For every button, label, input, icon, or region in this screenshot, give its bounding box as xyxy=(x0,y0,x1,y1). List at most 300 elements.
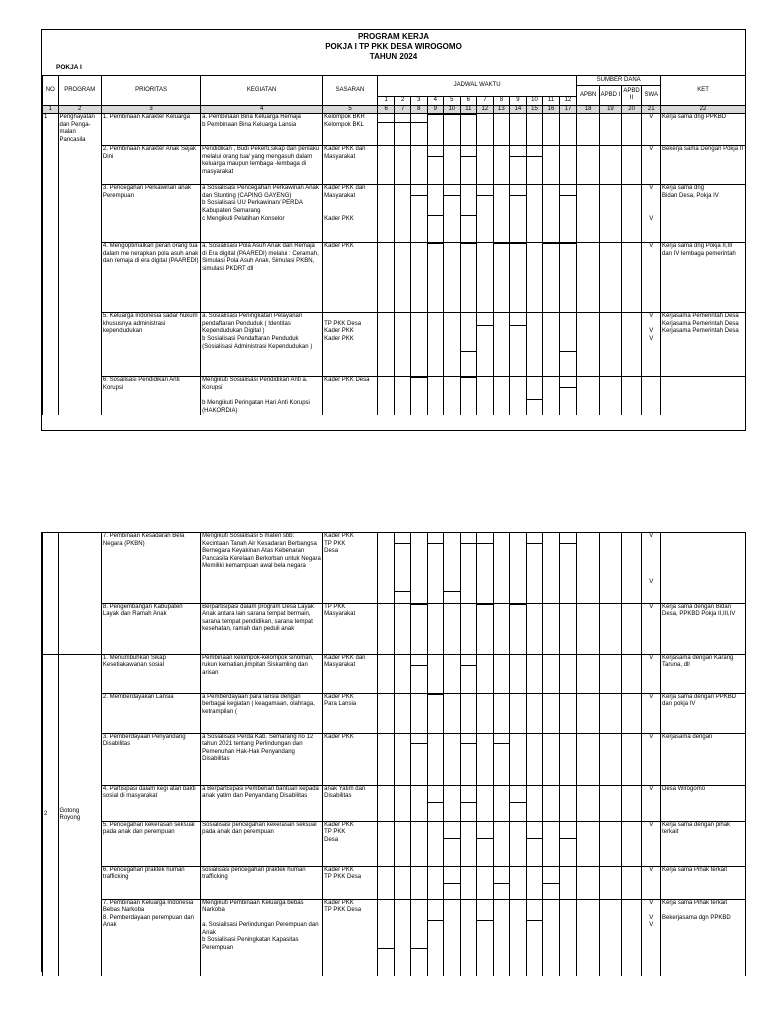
schedule-cell xyxy=(477,733,494,785)
schedule-cell xyxy=(559,114,577,146)
swa-cell: V xyxy=(642,603,661,654)
col-kegiatan: KEGIATAN xyxy=(201,76,323,106)
schedule-cell xyxy=(526,733,543,785)
sasaran-cell: Kader PKK TP PKK Desa xyxy=(323,899,378,976)
schedule-mark xyxy=(527,838,543,839)
schedule-cell xyxy=(543,185,560,243)
schedule-mark xyxy=(428,802,444,803)
schedule-cell xyxy=(444,313,461,377)
schedule-cell xyxy=(559,243,577,313)
schedule-mark xyxy=(411,122,427,123)
schedule-mark xyxy=(560,195,577,196)
apbn-cell xyxy=(577,603,600,654)
schedule-cell xyxy=(460,243,477,313)
schedule-cell xyxy=(460,603,477,654)
apbd1-cell xyxy=(600,533,622,603)
sasaran-cell: anak Yatim dan Disabilitas xyxy=(323,785,378,821)
apbn-cell xyxy=(577,533,600,603)
apbd2-cell xyxy=(621,146,642,185)
schedule-cell xyxy=(377,185,395,243)
program-name: Penghayatan dan Penga-malan Pancasila xyxy=(58,114,101,415)
prioritas-cell: 4. Partisipasi dalam kegi atan bakti sosial di masyarakat xyxy=(101,785,200,821)
schedule-cell xyxy=(444,603,461,654)
apbd2-cell xyxy=(621,733,642,785)
schedule-cell xyxy=(395,533,411,603)
col-jadwal: JADWAL WAKTU xyxy=(377,76,576,97)
schedule-cell xyxy=(460,821,477,866)
schedule-cell xyxy=(427,146,444,185)
column-number: 14 xyxy=(510,105,527,114)
schedule-cell xyxy=(510,821,527,866)
schedule-cell xyxy=(526,146,543,185)
schedule-mark xyxy=(527,920,543,921)
schedule-mark xyxy=(411,604,427,605)
program-row xyxy=(43,185,746,243)
schedule-mark xyxy=(428,156,444,157)
schedule-mark xyxy=(461,215,477,216)
sasaran-cell: Kader PKK TP PKK Desa xyxy=(323,866,378,899)
schedule-cell xyxy=(410,866,427,899)
prioritas-cell: 7. Pembinaan Keluarga Indonesia Bebas Narkoba 8. Pemberdayaan perempuan dan Anak xyxy=(101,899,200,976)
schedule-cell xyxy=(427,185,444,243)
schedule-mark xyxy=(477,838,493,839)
schedule-cell xyxy=(510,866,527,899)
schedule-cell xyxy=(543,821,560,866)
schedule-cell xyxy=(559,185,577,243)
schedule-cell xyxy=(427,243,444,313)
ket-cell: Kerja sama dengan PPKBD dan pokja IV xyxy=(661,693,746,733)
schedule-cell xyxy=(410,821,427,866)
schedule-cell xyxy=(395,377,411,415)
schedule-cell xyxy=(510,603,527,654)
schedule-cell xyxy=(543,866,560,899)
month-header: 11 xyxy=(543,97,560,106)
schedule-mark xyxy=(444,114,460,115)
schedule-cell xyxy=(493,693,510,733)
program-row xyxy=(43,899,746,976)
schedule-cell xyxy=(477,377,494,415)
swa-cell: V xyxy=(642,654,661,693)
schedule-cell xyxy=(543,603,560,654)
schedule-cell xyxy=(477,654,494,693)
schedule-cell xyxy=(395,313,411,377)
schedule-cell xyxy=(510,114,527,146)
col-no: NO xyxy=(43,76,59,106)
schedule-mark xyxy=(395,122,410,123)
schedule-mark xyxy=(461,543,477,544)
program-row xyxy=(43,821,746,866)
program-row xyxy=(43,533,746,603)
apbd2-cell xyxy=(621,533,642,603)
prioritas-cell: 5. Pencegahan kekerasan seksual pada anak dan perempuan xyxy=(101,821,200,866)
apbd1-cell xyxy=(600,146,622,185)
schedule-cell xyxy=(377,146,395,185)
schedule-cell xyxy=(477,114,494,146)
schedule-cell xyxy=(559,603,577,654)
sasaran-cell: Kader PKK xyxy=(323,243,378,313)
prioritas-cell: 5. Keluarga Indonesia sadar hukum khususnya administrasi kependudukan xyxy=(101,313,200,377)
col-prioritas: PRIORITAS xyxy=(101,76,200,106)
schedule-cell xyxy=(493,733,510,785)
prioritas-cell: 3. Pencegahan Perkawinan anak Perempuan xyxy=(101,185,200,243)
schedule-cell xyxy=(526,313,543,377)
schedule-mark xyxy=(444,195,460,196)
doc-year: TAHUN 2024 xyxy=(369,52,418,61)
schedule-mark xyxy=(494,883,510,884)
schedule-cell xyxy=(493,114,510,146)
program-row xyxy=(43,785,746,821)
schedule-cell xyxy=(493,899,510,976)
column-number: 7 xyxy=(395,105,411,114)
apbd2-cell xyxy=(621,243,642,313)
schedule-cell xyxy=(510,185,527,243)
schedule-mark xyxy=(510,156,526,157)
apbd1-cell xyxy=(600,899,622,976)
month-header: 7 xyxy=(477,97,494,106)
program-row xyxy=(43,603,746,654)
schedule-mark xyxy=(527,399,543,400)
schedule-cell xyxy=(460,377,477,415)
schedule-cell xyxy=(444,243,461,313)
schedule-cell xyxy=(526,114,543,146)
schedule-cell xyxy=(510,654,527,693)
month-header: 5 xyxy=(444,97,461,106)
schedule-cell xyxy=(477,866,494,899)
schedule-mark xyxy=(477,195,493,196)
schedule-mark xyxy=(527,543,543,544)
schedule-cell xyxy=(493,654,510,693)
column-number: 12 xyxy=(477,105,494,114)
schedule-cell xyxy=(395,114,411,146)
apbn-cell xyxy=(577,243,600,313)
schedule-cell xyxy=(477,821,494,866)
month-header: 8 xyxy=(493,97,510,106)
schedule-cell xyxy=(559,377,577,415)
program-name xyxy=(58,533,101,654)
sasaran-cell: Kader PKK TP PKK Desa xyxy=(323,821,378,866)
apbd1-cell xyxy=(600,114,622,146)
schedule-mark xyxy=(461,351,477,352)
program-table-page-1 xyxy=(41,29,746,431)
ket-cell: Bekerja sama Dengan Pokja II xyxy=(661,146,746,185)
schedule-mark xyxy=(444,883,460,884)
schedule-mark xyxy=(395,591,410,592)
schedule-cell xyxy=(377,533,395,603)
schedule-cell xyxy=(395,603,411,654)
sasaran-cell: Kader PKK dan Masyarakat xyxy=(323,654,378,693)
ket-cell: Kerja sama dengan pihak terkait xyxy=(661,821,746,866)
column-number: 20 xyxy=(621,105,642,114)
schedule-mark xyxy=(560,387,577,388)
schedule-mark xyxy=(428,114,444,115)
program-row xyxy=(43,377,746,415)
row-number: 1 xyxy=(43,114,59,415)
program-row xyxy=(43,114,746,146)
ket-cell: Kerja sama Pihak terkait xyxy=(661,866,746,899)
schedule-cell xyxy=(395,866,411,899)
schedule-cell xyxy=(395,693,411,733)
schedule-mark xyxy=(428,243,444,244)
schedule-mark xyxy=(494,743,510,744)
schedule-cell xyxy=(444,693,461,733)
schedule-cell xyxy=(543,243,560,313)
schedule-cell xyxy=(444,899,461,976)
prioritas-cell: 1. Menumbuhkan Sikap Kesetiakawanan sosial xyxy=(101,654,200,693)
schedule-cell xyxy=(510,146,527,185)
schedule-cell xyxy=(444,114,461,146)
sasaran-cell: TP PKK Masyarakat xyxy=(323,603,378,654)
ket-cell: Kerja sama dengan Bidan Desa, PPKBD Pokja II,III,IV xyxy=(661,603,746,654)
schedule-mark xyxy=(527,156,543,157)
column-number: 8 xyxy=(410,105,427,114)
col-program: PROGRAM xyxy=(58,76,101,106)
swa-cell: V xyxy=(642,146,661,185)
schedule-cell xyxy=(460,785,477,821)
col-sasaran: SASARAN xyxy=(323,76,378,106)
schedule-cell xyxy=(559,654,577,693)
schedule-cell xyxy=(377,899,395,976)
schedule-cell xyxy=(410,733,427,785)
column-number: 11 xyxy=(460,105,477,114)
schedule-cell xyxy=(444,654,461,693)
schedule-mark xyxy=(411,195,427,196)
schedule-mark xyxy=(411,377,427,378)
schedule-cell xyxy=(460,533,477,603)
apbd2-cell xyxy=(621,785,642,821)
schedule-cell xyxy=(460,146,477,185)
column-number: 17 xyxy=(559,105,577,114)
apbn-cell xyxy=(577,899,600,976)
apbd2-cell xyxy=(621,654,642,693)
schedule-cell xyxy=(427,533,444,603)
column-number: 15 xyxy=(526,105,543,114)
schedule-mark xyxy=(428,694,444,695)
apbd1-cell xyxy=(600,785,622,821)
apbd1-cell xyxy=(600,654,622,693)
schedule-mark xyxy=(560,243,577,244)
schedule-cell xyxy=(559,733,577,785)
schedule-cell xyxy=(444,185,461,243)
kegiatan-cell: Mengikuti Sosialisasi Pendidikan Anti a. Korupsi b Mengikuti Peringatan Hari Anti Korupsi (HAKORDIA) xyxy=(201,377,323,415)
schedule-mark xyxy=(461,243,477,244)
kegiatan-cell: Pendidikan , Budi Pekerti,sikap dan perilaku melalui orang tua/ yang mengasuh dalam keluarga maupun lembaga -lembaga di masyarakat xyxy=(201,146,323,185)
program-row xyxy=(43,313,746,377)
schedule-mark xyxy=(461,665,477,666)
schedule-cell xyxy=(427,899,444,976)
schedule-cell xyxy=(493,785,510,821)
schedule-cell xyxy=(477,899,494,976)
schedule-cell xyxy=(510,313,527,377)
schedule-cell xyxy=(493,377,510,415)
swa-cell: V V V xyxy=(642,899,661,976)
schedule-cell xyxy=(395,243,411,313)
column-number: 5 xyxy=(323,105,378,114)
ket-cell: Kerja sama dng Pokja II,III dan IV lembaga pemerintah xyxy=(661,243,746,313)
schedule-cell xyxy=(477,146,494,185)
schedule-cell xyxy=(559,313,577,377)
apbd1-cell xyxy=(600,185,622,243)
apbn-cell xyxy=(577,377,600,415)
program-row xyxy=(43,243,746,313)
column-number: 2 xyxy=(58,105,101,114)
col-apbn: APBN xyxy=(577,86,600,106)
schedule-cell xyxy=(460,866,477,899)
schedule-cell xyxy=(427,114,444,146)
prioritas-cell: 6. Pencegahan praktek human trafficking xyxy=(101,866,200,899)
kegiatan-cell: Mengikuti Sosialisasi 5 materi sbb: Kecintaan Tanah Air Kesadaran Berbangsa Bernegara Keyakinan Atas Kebenaran Pancasila Kerelaan Berkorban untuk Negara Memiliki kemampuan awal bela negara xyxy=(201,533,323,603)
column-number: 13 xyxy=(493,105,510,114)
schedule-mark xyxy=(477,604,493,605)
doc-title: PROGRAM KERJA xyxy=(357,32,430,41)
apbd2-cell xyxy=(621,114,642,146)
ket-cell xyxy=(661,377,746,415)
month-header: 4 xyxy=(427,97,444,106)
schedule-cell xyxy=(526,821,543,866)
column-number: 4 xyxy=(201,105,323,114)
schedule-cell xyxy=(410,313,427,377)
schedule-mark xyxy=(428,920,444,921)
schedule-cell xyxy=(559,866,577,899)
schedule-cell xyxy=(410,899,427,976)
apbn-cell xyxy=(577,693,600,733)
sasaran-cell: Kader PKK Desa xyxy=(323,377,378,415)
schedule-cell xyxy=(477,313,494,377)
schedule-cell xyxy=(460,693,477,733)
swa-cell: V V V xyxy=(642,313,661,377)
sasaran-cell: Kelompok BKR Kelompok BKL xyxy=(323,114,378,146)
apbn-cell xyxy=(577,114,600,146)
sasaran-cell: Kader PKK dan Masyarakat Kader PKK xyxy=(323,185,378,243)
schedule-cell xyxy=(427,785,444,821)
schedule-cell xyxy=(460,654,477,693)
schedule-mark xyxy=(477,543,493,544)
schedule-cell xyxy=(526,866,543,899)
prioritas-cell: 2. Memberdayakan Lansia xyxy=(101,693,200,733)
prioritas-cell: 2. Pembinaan Karakter Anak Sejak Dini xyxy=(101,146,200,185)
month-header: 12 xyxy=(559,97,577,106)
schedule-cell xyxy=(510,693,527,733)
program-table-page-2 xyxy=(41,532,746,972)
kegiatan-cell: a. Sosialisasi Peningkatan Pelayanan pendaftaran Penduduk ( Identitas Kependudukan Digital ) b Sosialisasi Pendaftaran Penduduk (Sosialisasi Administrasi Kependudukan ) xyxy=(201,313,323,377)
schedule-cell xyxy=(444,533,461,603)
schedule-cell xyxy=(493,533,510,603)
schedule-mark xyxy=(510,604,526,605)
schedule-cell xyxy=(410,243,427,313)
apbd2-cell xyxy=(621,313,642,377)
ket-cell: Kerjasama Pemerintah Desa Kerjasama Pemerintah Desa Kerjasama Pemerintah Desa xyxy=(661,313,746,377)
schedule-cell xyxy=(395,733,411,785)
schedule-cell xyxy=(427,603,444,654)
schedule-cell xyxy=(395,785,411,821)
schedule-cell xyxy=(526,185,543,243)
schedule-cell xyxy=(526,603,543,654)
schedule-cell xyxy=(510,785,527,821)
ket-cell: Kerjasama dengan Karang Taruna, dll xyxy=(661,654,746,693)
col-sumber-dana: SUMBER DANA xyxy=(577,76,661,86)
month-header: 10 xyxy=(526,97,543,106)
schedule-cell xyxy=(543,114,560,146)
swa-cell: V xyxy=(642,243,661,313)
schedule-cell xyxy=(395,146,411,185)
column-number: 1 xyxy=(43,105,59,114)
schedule-cell xyxy=(510,899,527,976)
schedule-cell xyxy=(444,146,461,185)
month-header: 3 xyxy=(410,97,427,106)
schedule-cell xyxy=(543,785,560,821)
swa-cell: V xyxy=(642,866,661,899)
kegiatan-cell: a Sosialisasi Perda Kab. Semarang no 12 tahun 2021 tentang Perlindungan dan Pemenuhan Hak-Hak Penyandang Disabilitas xyxy=(201,733,323,785)
schedule-mark xyxy=(477,920,493,921)
kegiatan-cell: Sosialisasi pencegahan kekerasan seksual pada anak dan perempuan xyxy=(201,821,323,866)
schedule-cell xyxy=(493,243,510,313)
prioritas-cell: 8. Pengembangan Kabupaten Layak dan Ramah Anak xyxy=(101,603,200,654)
swa-cell: V xyxy=(642,114,661,146)
ket-cell: Kerjasama dengan xyxy=(661,733,746,785)
schedule-cell xyxy=(559,693,577,733)
apbd2-cell xyxy=(621,185,642,243)
apbd2-cell xyxy=(621,693,642,733)
schedule-cell xyxy=(377,243,395,313)
apbn-cell xyxy=(577,185,600,243)
column-number: 19 xyxy=(600,105,622,114)
swa-cell: V xyxy=(642,821,661,866)
schedule-mark xyxy=(494,243,510,244)
month-header: 9 xyxy=(510,97,527,106)
ket-cell: Kerja sama dng Bidan Desa, Pokja IV xyxy=(661,185,746,243)
schedule-mark xyxy=(378,948,395,949)
swa-cell: V xyxy=(642,785,661,821)
column-number: 18 xyxy=(577,105,600,114)
program-row xyxy=(43,693,746,733)
kegiatan-cell: sosialisasi pencegahan praktek human trafficking xyxy=(201,866,323,899)
program-name: Gotong Royong xyxy=(58,654,101,976)
apbn-cell xyxy=(577,785,600,821)
prioritas-cell: 3. Pemberdayaan Penyandang Disabilitas xyxy=(101,733,200,785)
pokja-label: POKJA I xyxy=(56,64,82,71)
kegiatan-cell: a. Sosialisasi Pola Asuh Anak dan Remaja di Era digital (PAAREDI) melalui : Ceramah, Simulasi Pola Asuh Anak, Simulasi PKBN, simulasi PKDRT dll xyxy=(201,243,323,313)
apbn-cell xyxy=(577,821,600,866)
program-row xyxy=(43,146,746,185)
schedule-mark xyxy=(560,543,577,544)
schedule-cell xyxy=(460,114,477,146)
schedule-mark xyxy=(444,591,460,592)
prioritas-cell: 4. Mengoptimalkan peran orang tua dalam me nerapkan pola asuh anak dan remaja di era digital (PAAREDI) xyxy=(101,243,200,313)
schedule-mark xyxy=(395,543,410,544)
column-number: 10 xyxy=(444,105,461,114)
prioritas-cell: 1. Pembinaan Karakter Keluarga xyxy=(101,114,200,146)
month-header: 2 xyxy=(395,97,411,106)
schedule-cell xyxy=(526,693,543,733)
column-number: 9 xyxy=(427,105,444,114)
program-table xyxy=(42,75,746,415)
schedule-cell xyxy=(444,733,461,785)
schedule-mark xyxy=(510,802,526,803)
apbd1-cell xyxy=(600,733,622,785)
schedule-cell xyxy=(477,785,494,821)
kegiatan-cell: Berpartisipasi dalam program Desa Layak Anak antara lain sarana tempat bermain, sarana tempat pendidikan, sarana tempat kesehatan, ramah dan peduli anak xyxy=(201,603,323,654)
ket-cell xyxy=(661,533,746,603)
schedule-cell xyxy=(377,693,395,733)
sasaran-cell: Kader PKK Para Lansia xyxy=(323,693,378,733)
schedule-cell xyxy=(559,785,577,821)
apbd2-cell xyxy=(621,899,642,976)
schedule-mark xyxy=(411,743,427,744)
swa-cell: V V xyxy=(642,533,661,603)
schedule-mark xyxy=(461,802,477,803)
schedule-mark xyxy=(543,243,559,244)
schedule-cell xyxy=(526,377,543,415)
kegiatan-cell: a. Pembinaan Bina Keluarga Remaja b Pembinaan Bina Keluarga Lansia xyxy=(201,114,323,146)
